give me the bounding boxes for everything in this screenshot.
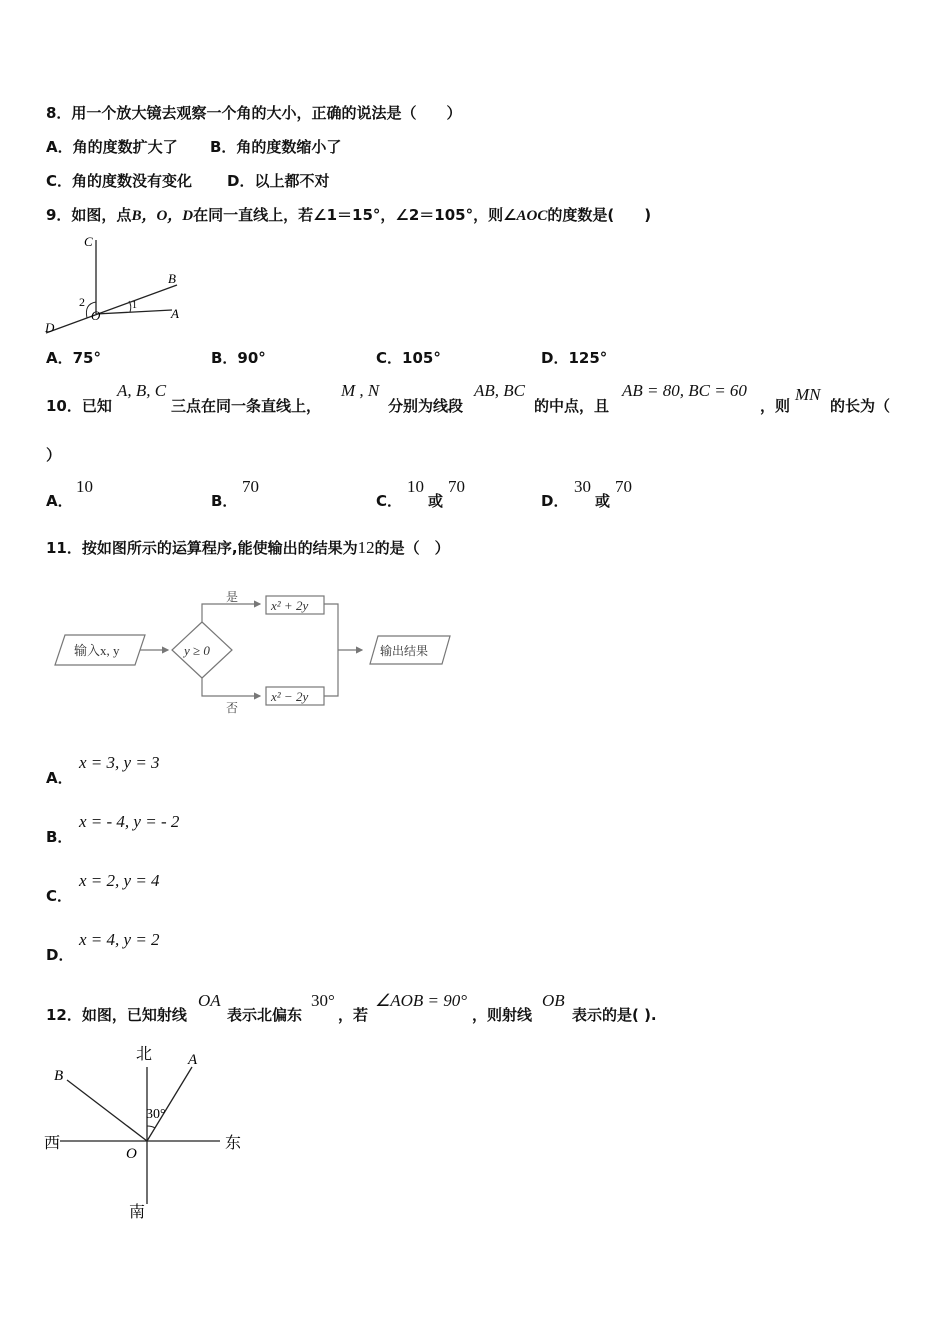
q10-text-collinear: 三点在同一条直线上，	[171, 397, 322, 415]
flow-bottom-text: x² − 2y	[271, 689, 309, 704]
q10-option-c-value1: 10	[407, 477, 424, 496]
q9-option-a: A．75°	[46, 349, 101, 367]
q12-compass-figure	[40, 1042, 250, 1222]
q10-segments: AB, BC	[474, 381, 525, 400]
q9-angle-figure	[44, 232, 184, 336]
flow-no-label: 否	[226, 701, 239, 715]
flow-condition-text: y ≥ 0	[184, 643, 210, 658]
q11-option-b-label: B．	[46, 828, 73, 846]
q9-option-d: D．125°	[541, 349, 608, 367]
q9-option-b: B．90°	[211, 349, 266, 367]
q12-text-if: ，若	[338, 1006, 369, 1024]
q11-flowchart	[50, 580, 460, 720]
q11-stem-b: 的是（ ）	[374, 539, 450, 557]
q10-option-b-label: B．	[211, 492, 238, 510]
q10-option-c-or: 或	[428, 492, 444, 510]
q10-option-c-label: C．	[376, 492, 403, 510]
q12-label-south: 南	[129, 1204, 146, 1221]
q11-target-number: 12	[357, 538, 375, 557]
q12-text-then: ，则射线	[472, 1006, 533, 1024]
q9-label-d: D	[45, 320, 55, 335]
q11-option-c-label: C．	[46, 887, 73, 905]
q9-label-a: A	[171, 306, 179, 321]
q8-option-c: C．角的度数没有变化	[46, 172, 193, 190]
q9-stem	[46, 204, 651, 225]
q10-mn: MN	[795, 385, 821, 404]
q10-option-b-value: 70	[242, 477, 259, 496]
q10-text-segments: 分别为线段	[388, 397, 464, 415]
q12-prefix: 12．如图，已知射线	[46, 1006, 187, 1024]
q10-text-length: 的长为（	[830, 397, 891, 415]
q10-option-a-value: 10	[76, 477, 93, 496]
q11-option-a-label: A．	[46, 769, 73, 787]
q8-stem: 8．用一个放大镜去观察一个角的大小，正确的说法是（ ）	[46, 104, 462, 122]
q10-close-paren: ）	[46, 446, 62, 464]
q12-ray-ob: OB	[542, 991, 565, 1010]
q10-option-d-value1: 30	[574, 477, 591, 496]
q12-angle-aob: ∠AOB = 90°	[375, 991, 468, 1010]
q12-ray-oa: OA	[198, 991, 221, 1010]
q11-option-d-value: x = 4, y = 2	[79, 930, 160, 949]
q10-option-d-value2: 70	[615, 477, 632, 496]
q12-label-a: A	[188, 1052, 198, 1068]
q8-option-a: A．角的度数扩大了	[46, 138, 178, 156]
q9-stem-c: 的度数是( )	[547, 206, 652, 224]
flow-yes-label: 是	[226, 590, 239, 604]
q11-stem	[46, 537, 450, 558]
q9-label-b: B	[168, 271, 176, 286]
q10-option-d-or: 或	[595, 492, 611, 510]
q12-label-west: 西	[44, 1135, 61, 1152]
q10-points-mn: M , N	[341, 381, 380, 400]
q11-option-c-value: x = 2, y = 4	[79, 871, 160, 890]
q12-label-o: O	[126, 1146, 137, 1162]
q9-points: B，O，D	[131, 208, 194, 224]
flow-output-text: 输出结果	[380, 644, 429, 658]
q10-text-then: ，则	[760, 397, 791, 415]
q12-label-east: 东	[225, 1135, 242, 1152]
q10-option-a-label: A．	[46, 492, 73, 510]
flow-input-text: 输入x, y	[74, 643, 120, 658]
q9-label-c: C	[84, 234, 93, 249]
q10-prefix: 10．已知	[46, 397, 112, 415]
q9-aoc: AOC	[516, 208, 548, 224]
q11-option-d-label: D．	[46, 946, 74, 964]
q9-stem-a: 9．如图，点	[46, 206, 132, 224]
q8-option-d: D．以上都不对	[227, 172, 330, 190]
q10-option-c-value2: 70	[448, 477, 465, 496]
q11-option-a-value: x = 3, y = 3	[79, 753, 160, 772]
q9-option-c: C．105°	[376, 349, 441, 367]
q12-text-end: 表示的是( ).	[572, 1006, 657, 1024]
q9-label-o: O	[91, 308, 101, 323]
q9-label-2: 2	[79, 295, 85, 309]
q11-option-b-value: x = - 4, y = - 2	[79, 812, 180, 831]
q9-stem-b: 在同一直线上，若∠1＝15°，∠2＝105°，则∠	[193, 206, 517, 224]
q8-option-b: B．角的度数缩小了	[210, 138, 342, 156]
q10-option-d-label: D．	[541, 492, 569, 510]
q10-lengths: AB = 80, BC = 60	[622, 381, 747, 400]
q9-label-1: 1	[132, 300, 137, 311]
flow-top-text: x² + 2y	[271, 598, 309, 613]
q12-label-b: B	[54, 1068, 64, 1084]
q11-stem-a: 11．按如图所示的运算程序,能使输出的结果为	[46, 539, 358, 557]
q10-points-abc: A, B, C	[117, 381, 167, 400]
q12-label-north: 北	[136, 1046, 153, 1063]
q12-text-north-east: 表示北偏东	[227, 1006, 303, 1024]
q12-angle-30: 30°	[311, 991, 335, 1010]
q10-text-midpoint: 的中点，且	[534, 397, 610, 415]
q12-label-angle: 30°	[146, 1107, 166, 1122]
